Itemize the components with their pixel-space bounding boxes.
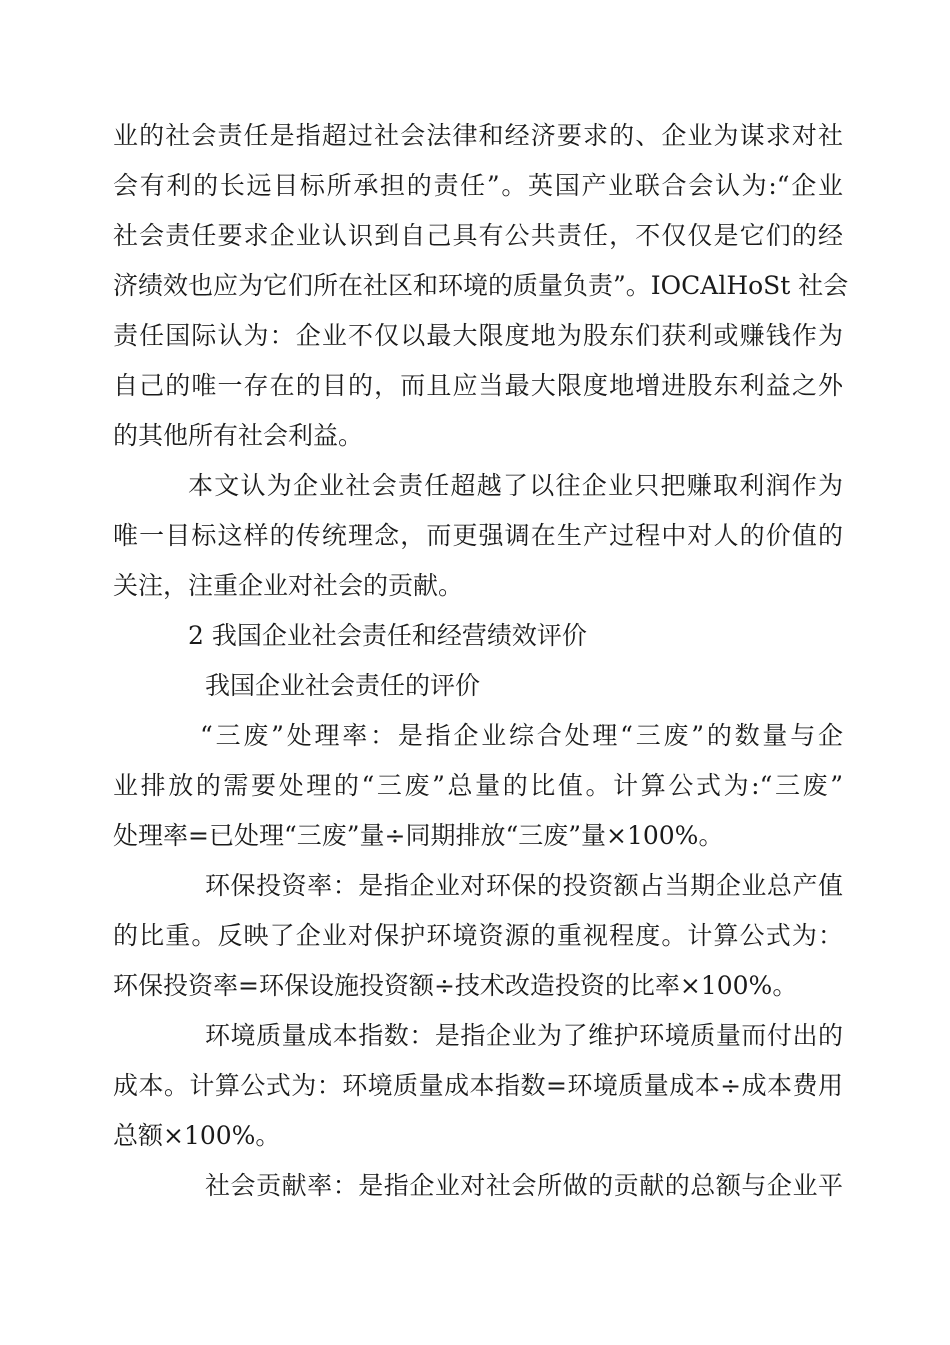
paragraph-5-line-1: 环境质量成本指数：是指企业为了维护环境质量而付出的 <box>205 1021 843 1050</box>
section-heading: 2 我国企业社会责任和经营绩效评价 <box>188 621 587 650</box>
paragraph-3-line-3: 处理率=已处理“三废”量÷同期排放“三废”量×100%。 <box>113 821 724 850</box>
paragraph-2-line-2: 唯一目标这样的传统理念，而更强调在生产过程中对人的价值的 <box>113 521 843 550</box>
paragraph-1-line-5: 责任国际认为：企业不仅以最大限度地为股东们获利或赚钱作为 <box>113 321 843 350</box>
paragraph-3-line-1: “三废”处理率：是指企业综合处理“三废”的数量与企 <box>200 721 843 750</box>
paragraph-1-line-7: 的其他所有社会利益。 <box>113 421 364 450</box>
paragraph-1-line-3: 社会责任要求企业认识到自己具有公共责任，不仅仅是它们的经 <box>113 221 843 250</box>
paragraph-1-line-1: 业的社会责任是指超过社会法律和经济要求的、企业为谋求对社 <box>113 121 843 150</box>
paragraph-4-line-3: 环保投资率=环保设施投资额÷技术改造投资的比率×100%。 <box>113 971 798 1000</box>
paragraph-1-line-4: 济绩效也应为它们所在社区和环境的质量负责”。IOCAlHoSt 社会 <box>113 271 849 300</box>
paragraph-2-line-3: 关注，注重企业对社会的贡献。 <box>113 571 464 600</box>
paragraph-4-line-2: 的比重。反映了企业对保护环境资源的重视程度。计算公式为： <box>113 921 843 950</box>
paragraph-5-line-2: 成本。计算公式为：环境质量成本指数=环境质量成本÷成本费用 <box>113 1071 843 1100</box>
paragraph-4-line-1: 环保投资率：是指企业对环保的投资额占当期企业总产值 <box>205 871 843 900</box>
subsection-heading: 我国企业社会责任的评价 <box>205 671 481 700</box>
paragraph-2-line-1: 本文认为企业社会责任超越了以往企业只把赚取利润作为 <box>188 471 843 500</box>
paragraph-1-line-2: 会有利的长远目标所承担的责任”。英国产业联合会认为:“企业 <box>113 171 843 200</box>
paragraph-5-line-3: 总额×100%。 <box>113 1121 281 1150</box>
paragraph-3-line-2: 业排放的需要处理的“三废”总量的比值。计算公式为:“三废” <box>113 771 843 800</box>
paragraph-6-line-1: 社会贡献率：是指企业对社会所做的贡献的总额与企业平 <box>205 1171 843 1200</box>
paragraph-1-line-6: 自己的唯一存在的目的，而且应当最大限度地增进股东利益之外 <box>113 371 843 400</box>
